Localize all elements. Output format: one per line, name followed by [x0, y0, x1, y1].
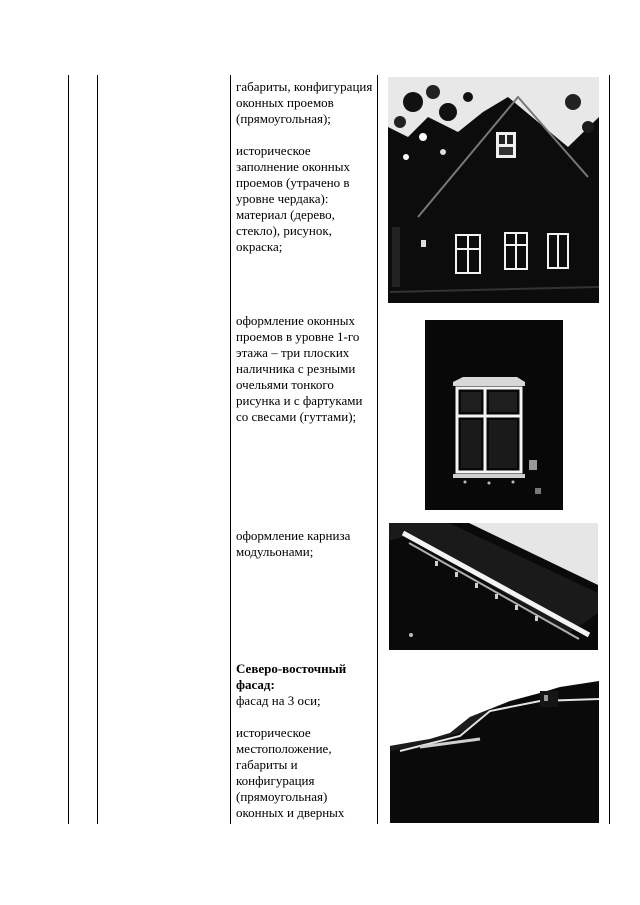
window-frame-photo [425, 320, 563, 510]
house-gable-photo [388, 77, 599, 303]
row-4-text [236, 661, 376, 821]
table-column-divider [377, 75, 378, 824]
table-column-divider [97, 75, 98, 824]
roof-photo [390, 681, 599, 823]
table-column-divider [230, 75, 231, 824]
row-2-paragraph-1: оформление оконных проемов в уровне 1-го этажа – три плоских наличника с резными очельями тонкого рисунка и с фартуками со свесами (гуттами); [236, 313, 363, 424]
row-1-paragraph-2: историческое заполнение оконных проемов (утрачено в уровне чердака): материал (дерево, стекло), рисунок, окраска; [236, 143, 350, 254]
row-3-paragraph-1: оформление карниза модульонами; [236, 528, 351, 559]
row-1-text [236, 79, 376, 255]
row-4-paragraph-2: историческое местоположение, габариты и конфигурация (прямоугольная) оконных и дверных [236, 725, 345, 820]
row-2-text [236, 313, 376, 425]
cornice-photo [389, 523, 598, 650]
section-heading: Северо-восточный фасад: [236, 661, 347, 692]
table-border-left [68, 75, 69, 824]
row-3-text [236, 528, 376, 560]
row-4-paragraph-1: фасад на 3 оси; [236, 693, 321, 708]
row-1-paragraph-1: габариты, конфигурация оконных проемов (прямоугольная); [236, 79, 373, 126]
table-border-right [609, 75, 610, 824]
